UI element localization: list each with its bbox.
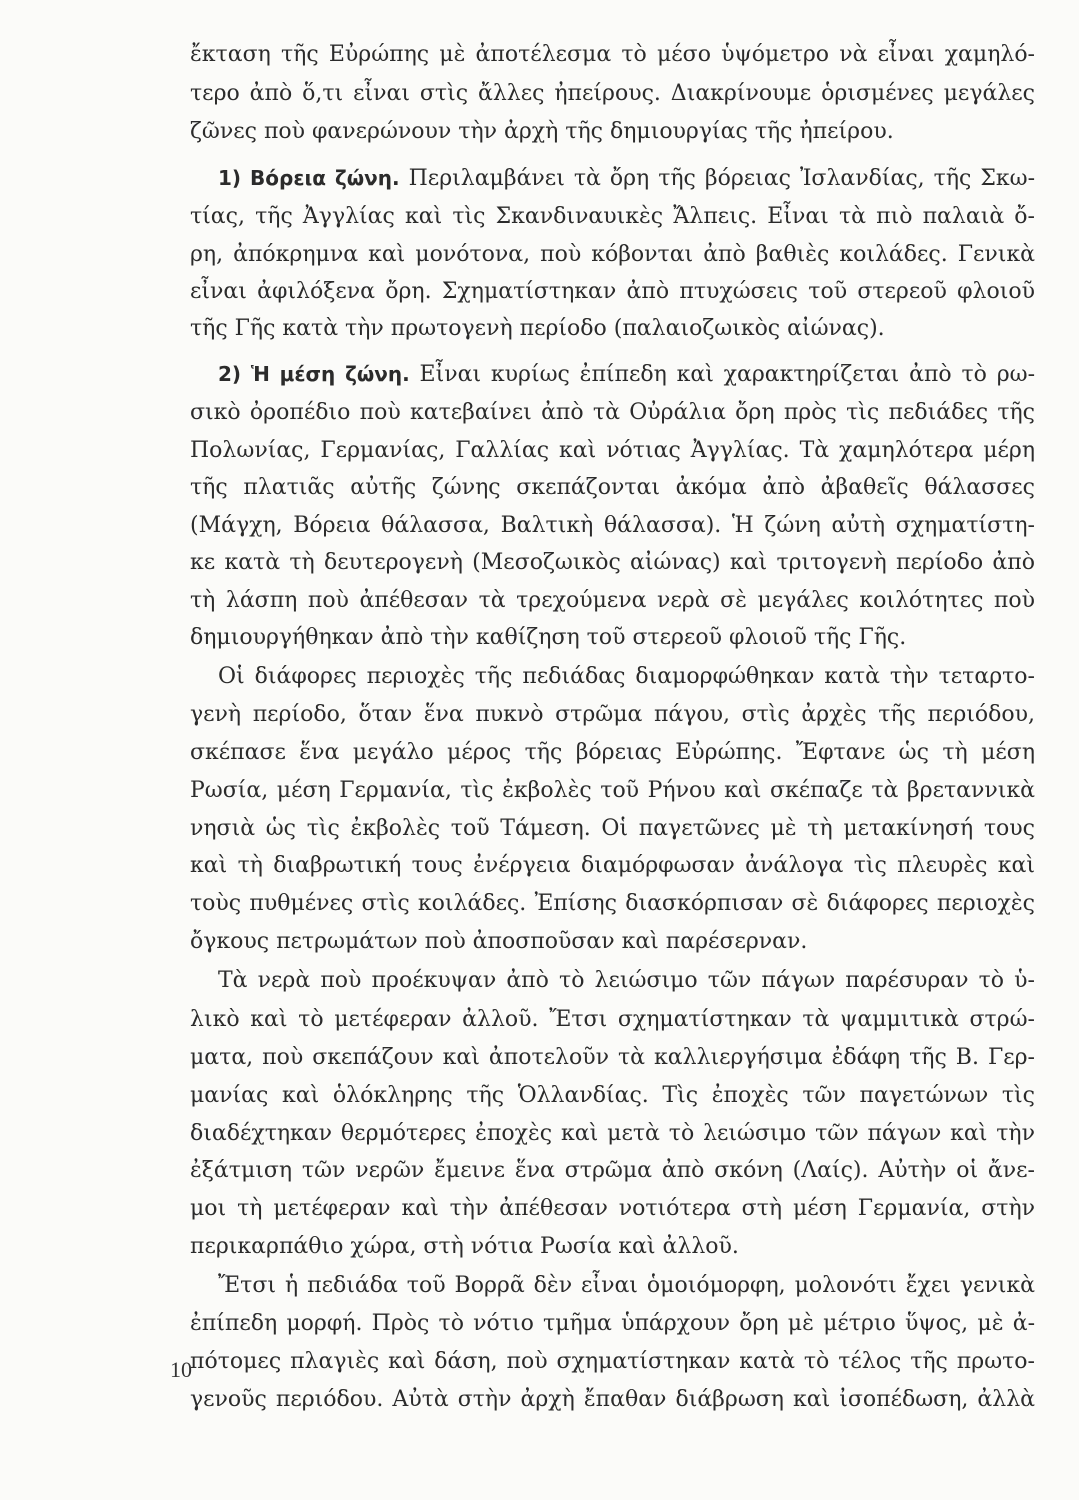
text-line: Οἱ διάφορες περιοχὲς τῆς πεδιάδας διαμορφώθηκαν κατὰ τὴν τεταρτο-: [218, 664, 1035, 689]
text-line: ἐπίπεδη μορφή. Πρὸς τὸ νότιο τμῆμα ὑπάρχουν ὄρη μὲ μέτριο ὕψος, μὲ ἀ-: [190, 1311, 1035, 1336]
text-line: τὴ λάσπη ποὺ ἀπέθεσαν τὰ τρεχούμενα νερὰ σὲ μεγάλες κοιλότητες ποὺ: [190, 588, 1035, 613]
section-heading-line: [218, 163, 1035, 194]
text-span: Εἶναι κυρίως ἐπίπεδη καὶ χαρακτηρίζεται ἀπὸ τὸ ρω-: [409, 362, 1036, 387]
text-line: μανίας καὶ ὁλόκληρης τῆς Ὁλλανδίας. Τὶς ἐποχὲς τῶν παγετώνων τὶς: [190, 1083, 1035, 1108]
text-line: λικὸ καὶ τὸ μετέφεραν ἀλλοῦ. Ἔτσι σχηματίστηκαν τὰ ψαμμιτικὰ στρώ-: [190, 1007, 1035, 1032]
text-line: τῆς πλατιᾶς αὐτῆς ζώνης σκεπάζονται ἀκόμα ἀπὸ ἀβαθεῖς θάλασσες: [190, 475, 1035, 500]
text-line: ἔκταση τῆς Εὐρώπης μὲ ἀποτέλεσμα τὸ μέσο ὑψόμετρο νὰ εἶναι χαμηλό-: [190, 42, 1035, 67]
text-line: Πολωνίας, Γερμανίας, Γαλλίας καὶ νότιας Ἀγγλίας. Τὰ χαμηλότερα μέρη: [190, 438, 1035, 463]
text-line: πότομες πλαγιὲς καὶ δάση, ποὺ σχηματίστηκαν κατὰ τὸ τέλος τῆς πρωτο-: [190, 1349, 1035, 1374]
text-line: γενοῦς περιόδου. Αὐτὰ στὴν ἀρχὴ ἔπαθαν διάβρωση καὶ ἰσοπέδωση, ἀλλὰ: [190, 1387, 1035, 1412]
text-line: διαδέχτηκαν θερμότερες ἐποχὲς καὶ μετὰ τὸ λειώσιμο τῶν πάγων καὶ τὴν: [190, 1121, 1035, 1146]
text-line: κε κατὰ τὴ δευτερογενὴ (Μεσοζωικὸς αἰώνας) καὶ τριτογενὴ περίοδο ἀπὸ: [190, 550, 1035, 575]
text-line: ματα, ποὺ σκεπάζουν καὶ ἀποτελοῦν τὰ καλλιεργήσιμα ἐδάφη τῆς Β. Γερ-: [190, 1045, 1035, 1070]
section-heading: 1) Βόρεια ζώνη.: [218, 166, 400, 190]
text-line: μοι τὴ μετέφεραν καὶ τὴν ἀπέθεσαν νοτιότερα στὴ μέση Γερμανία, στὴν: [190, 1196, 1035, 1221]
text-line: ὄγκους πετρωμάτων ποὺ ἀποσποῦσαν καὶ παρέσερναν.: [190, 929, 808, 954]
section-heading: 2) Ἡ μέση ζώνη.: [218, 362, 410, 386]
text-line: ζῶνες ποὺ φανερώνουν τὴν ἀρχὴ τῆς δημιουργίας τῆς ἠπείρου.: [190, 119, 894, 144]
text-line: εἶναι ἀφιλόξενα ὄρη. Σχηματίστηκαν ἀπὸ πτυχώσεις τοῦ στερεοῦ φλοιοῦ: [190, 279, 1035, 304]
text-line: τίας, τῆς Ἀγγλίας καὶ τὶς Σκανδιναυικὲς Ἄλπεις. Εἶναι τὰ πιὸ παλαιὰ ὄ-: [190, 204, 1035, 229]
text-line: σικὸ ὀροπέδιο ποὺ κατεβαίνει ἀπὸ τὰ Οὐράλια ὄρη πρὸς τὶς πεδιάδες τῆς: [190, 400, 1035, 425]
text-line: ἐξάτμιση τῶν νερῶν ἔμεινε ἕνα στρῶμα ἀπὸ σκόνη (Λαίς). Αὐτὴν οἱ ἄνε-: [190, 1158, 1035, 1183]
text-line: δημιουργήθηκαν ἀπὸ τὴν καθίζηση τοῦ στερεοῦ φλοιοῦ τῆς Γῆς.: [190, 625, 907, 650]
text-span: Περιλαμβάνει τὰ ὄρη τῆς βόρειας Ἰσλανδίας, τῆς Σκω-: [399, 166, 1035, 191]
text-line: σκέπασε ἕνα μεγάλο μέρος τῆς βόρειας Εὐρώπης. Ἔφτανε ὡς τὴ μέση: [190, 740, 1035, 765]
text-line: τερο ἀπὸ ὅ,τι εἶναι στὶς ἄλλες ἠπείρους. Διακρίνουμε ὁρισμένες μεγάλες: [190, 81, 1035, 106]
text-line: ρη, ἀπόκρημνα καὶ μονότονα, ποὺ κόβονται ἀπὸ βαθιὲς κοιλάδες. Γενικὰ: [190, 242, 1035, 267]
text-line: τῆς Γῆς κατὰ τὴν πρωτογενὴ περίοδο (παλαιοζωικὸς αἰώνας).: [190, 316, 885, 341]
section-heading-line: [218, 359, 1035, 390]
text-line: τοὺς πυθμένες στὶς κοιλάδες. Ἐπίσης διασκόρπισαν σὲ διάφορες περιοχὲς: [190, 891, 1035, 916]
text-line: Τὰ νερὰ ποὺ προέκυψαν ἀπὸ τὸ λειώσιμο τῶν πάγων παρέσυραν τὸ ὑ-: [218, 968, 1035, 993]
text-line: γενὴ περίοδο, ὅταν ἕνα πυκνὸ στρῶμα πάγου, στὶς ἀρχὲς τῆς περιόδου,: [190, 702, 1035, 727]
text-line: καὶ τὴ διαβρωτική τους ἐνέργεια διαμόρφωσαν ἀνάλογα τὶς πλευρὲς καὶ: [190, 853, 1035, 878]
text-line: περικαρπάθιο χώρα, στὴ νότια Ρωσία καὶ ἀλλοῦ.: [190, 1234, 739, 1259]
text-line: (Μάγχη, Βόρεια θάλασσα, Βαλτικὴ θάλασσα). Ἡ ζώνη αὐτὴ σχηματίστη-: [190, 513, 1035, 538]
text-line: Ρωσία, μέση Γερμανία, τὶς ἐκβολὲς τοῦ Ρήνου καὶ σκέπαζε τὰ βρεταννικὰ: [190, 778, 1035, 803]
page-number: 10: [170, 1357, 192, 1382]
text-line: νησιὰ ὡς τὶς ἐκβολὲς τοῦ Τάμεση. Οἱ παγετῶνες μὲ τὴ μετακίνησή τους: [190, 816, 1035, 841]
text-line: Ἔτσι ἡ πεδιάδα τοῦ Βορρᾶ δὲν εἶναι ὁμοιόμορφη, μολονότι ἔχει γενικὰ: [218, 1273, 1035, 1298]
